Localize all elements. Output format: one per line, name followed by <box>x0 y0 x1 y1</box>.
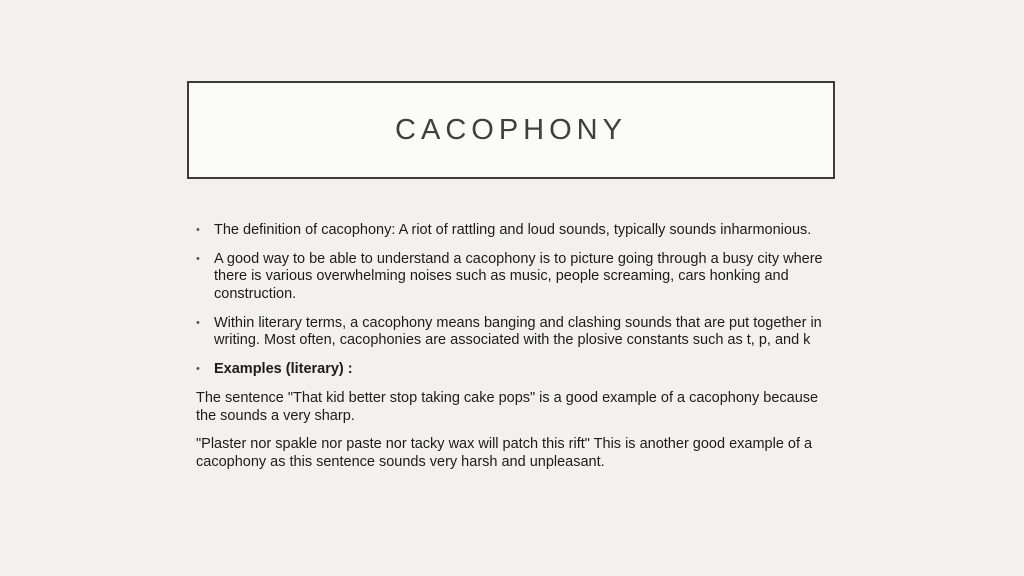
bullet-item <box>196 315 836 350</box>
bullet-item-examples-heading <box>196 361 836 379</box>
bullet-text: Examples (literary) : <box>214 361 353 378</box>
bullet-icon: • <box>196 316 200 329</box>
bullet-text: A good way to be able to understand a cacophony is to picture going through a busy city where there is various overwhelming noises such as music, people screaming, cars honking and construction. <box>214 250 823 303</box>
bullet-text: The definition of cacophony: A riot of rattling and loud sounds, typically sounds inharmonious. <box>214 222 812 238</box>
bullet-icon: • <box>196 224 200 236</box>
slide-body <box>196 222 836 483</box>
bullet-icon: • <box>196 363 200 376</box>
bullet-text: Within literary terms, a cacophony means banging and clashing sounds that are put together in writing. Most often, cacophonies are associated with the plosive constants such as t, p, and k <box>214 314 822 349</box>
slide-title-box <box>187 81 835 179</box>
bullet-item <box>196 222 836 240</box>
example-paragraph-2: "Plaster nor spakle nor paste nor tacky wax will patch this rift" This is another good example of a cacophony as this sentence sounds very harsh and unpleasant. <box>196 436 813 470</box>
slide-title: CACOPHONY <box>395 113 627 146</box>
bullet-item <box>196 251 836 304</box>
example-paragraph-1: The sentence "That kid better stop taking cake pops" is a good example of a cacophony because the sounds a very sharp. <box>196 389 819 424</box>
bullet-list <box>196 222 836 379</box>
bullet-icon: • <box>196 252 200 265</box>
